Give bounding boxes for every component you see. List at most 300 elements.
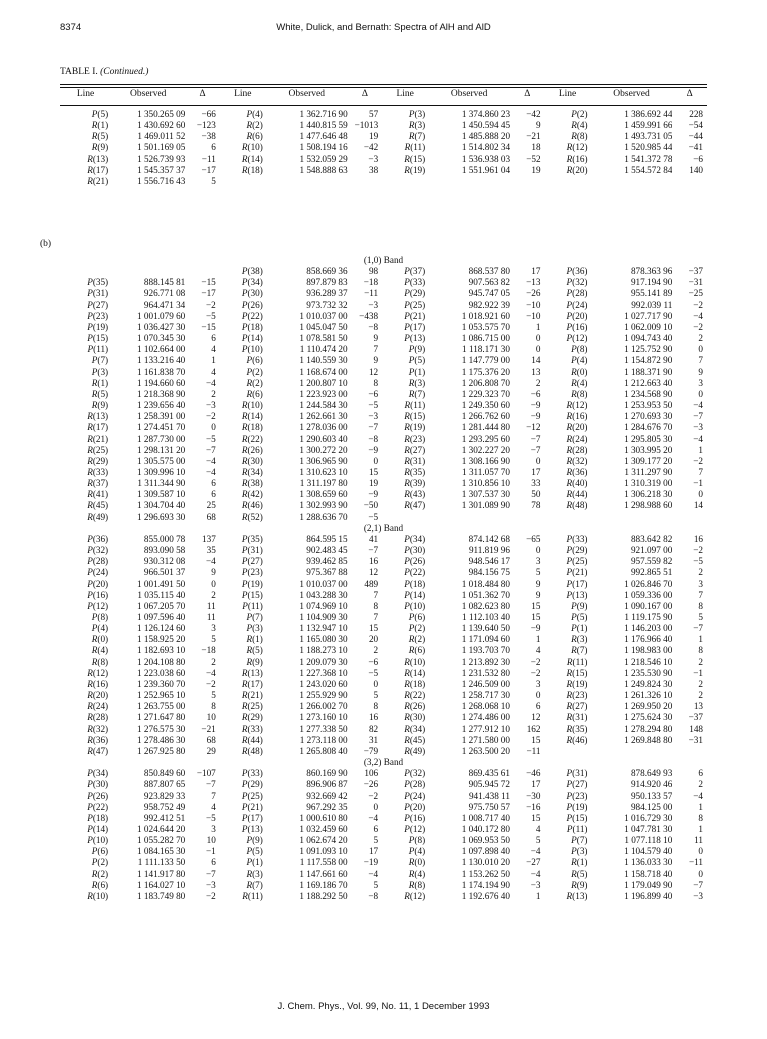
column-header: Line: [396, 89, 414, 99]
delta-value: [510, 512, 545, 523]
delta-value: −7: [530, 444, 541, 455]
observed-value: 1 176.966 40: [624, 634, 673, 645]
line-label: P(3): [408, 109, 426, 119]
line-label: P(32): [87, 545, 109, 556]
line-label: R(21): [241, 690, 263, 701]
delta-value: 140: [689, 164, 703, 175]
observed-value: 1 086.715 00: [461, 333, 510, 344]
observed-value: 1 165.080 30: [299, 634, 348, 645]
observed-value: 1 000.610 80: [299, 812, 348, 823]
delta-value: 6: [211, 857, 216, 868]
observed-value: 1 119.175 90: [624, 612, 673, 622]
delta-value: 9: [211, 567, 216, 578]
delta-value: 98: [368, 266, 379, 277]
line-label: R(31): [566, 712, 588, 723]
observed-value: 1 350.265 09: [137, 109, 186, 119]
observed-value: 1 010.037 00: [299, 310, 348, 321]
column-header-row: [60, 89, 707, 100]
delta-value: 13: [531, 366, 541, 377]
line-label: P(30): [404, 545, 426, 556]
table-row: [60, 701, 707, 712]
line-label: R(31): [404, 455, 426, 466]
delta-value: [185, 266, 220, 277]
observed-value: 957.559 82: [630, 556, 673, 567]
table-row: [60, 512, 707, 523]
delta-value: 1: [535, 634, 541, 645]
delta-value: 3: [535, 678, 541, 689]
delta-value: −2: [530, 656, 541, 667]
line-label: R(11): [404, 142, 426, 153]
line-label: R(32): [566, 455, 588, 466]
observed-value: 1 213.892 30: [461, 656, 510, 667]
line-label: R(25): [87, 444, 109, 455]
delta-value: 0: [535, 344, 541, 355]
observed-value: 984.125 00: [630, 801, 673, 812]
observed-value: 1 362.716 90: [299, 109, 348, 119]
line-label: R(5): [91, 131, 109, 142]
delta-value: −27: [526, 857, 541, 868]
delta-value: 9: [535, 578, 541, 589]
observed-value: 1 067.205 70: [137, 600, 186, 611]
observed-value: 1 526.739 93: [137, 153, 186, 164]
delta-value: −2: [693, 545, 703, 556]
observed-value: 1 111.133 50: [137, 857, 186, 868]
line-label: P(26): [404, 556, 426, 567]
line-label: P(4): [246, 109, 263, 119]
delta-value: −3: [206, 879, 216, 890]
line-label: R(46): [566, 734, 588, 745]
line-label: R(1): [91, 120, 109, 131]
observed-value: 1 040.172 80: [461, 823, 510, 834]
observed-value: 1 239.360 70: [137, 678, 186, 689]
delta-value: −10: [526, 299, 541, 310]
observed-value: 1 234.568 90: [624, 388, 673, 399]
running-header: [60, 22, 707, 36]
observed-value: 926.771 08: [143, 288, 186, 299]
delta-value: 15: [531, 734, 541, 745]
band-title-row: [60, 255, 707, 266]
line-label: R(12): [404, 890, 426, 901]
delta-value: 148: [689, 723, 703, 734]
line-label: R(2): [91, 868, 109, 879]
delta-value: 11: [694, 835, 703, 846]
line-label: P(13): [566, 589, 588, 600]
delta-value: −42: [363, 142, 379, 153]
delta-value: 17: [531, 466, 541, 477]
table-row: [60, 846, 707, 857]
column-header: Δ: [199, 89, 206, 99]
observed-value: 1 094.743 40: [624, 333, 673, 344]
observed-value: 1 198.983 00: [624, 645, 673, 656]
observed-value: 1 168.674 00: [299, 366, 348, 377]
delta-value: −7: [368, 545, 379, 556]
observed-value: 1 274.451 70: [137, 422, 186, 433]
delta-value: 2: [698, 656, 703, 667]
line-label: P(34): [241, 277, 263, 288]
delta-value: 0: [698, 344, 703, 355]
line-label: [60, 266, 111, 277]
delta-value: 12: [368, 567, 379, 578]
observed-value: 1 051.362 70: [461, 589, 510, 600]
line-label: P(13): [241, 823, 263, 834]
line-label: P(34): [87, 768, 109, 779]
line-label: P(24): [404, 790, 426, 801]
delta-value: −21: [201, 723, 216, 734]
observed-value: 955.141 89: [630, 288, 673, 299]
observed-value: 1 440.815 59: [299, 120, 348, 131]
line-label: R(22): [241, 433, 263, 444]
observed-value: 1 192.676 40: [461, 890, 510, 901]
line-label: R(4): [571, 377, 588, 388]
delta-value: 11: [206, 600, 216, 611]
line-label: P(31): [87, 288, 109, 299]
line-label: P(16): [87, 589, 109, 600]
line-label: R(5): [91, 388, 109, 399]
observed-value: 1 304.704 40: [137, 500, 186, 511]
delta-value: 5: [211, 175, 216, 186]
line-label: R(37): [87, 478, 109, 489]
line-label: R(27): [566, 701, 588, 712]
observed-value: 1 097.596 40: [137, 612, 186, 622]
delta-value: −38: [201, 131, 216, 142]
line-label: R(4): [91, 645, 109, 656]
delta-value: −19: [363, 857, 379, 868]
line-label: P(9): [571, 600, 588, 611]
line-label: R(0): [91, 634, 109, 645]
observed-value: 1 277.338 50: [299, 723, 348, 734]
delta-value: −7: [206, 868, 216, 879]
delta-value: 11: [206, 612, 216, 622]
observed-value: 923.829 33: [143, 790, 186, 801]
line-label: R(26): [404, 701, 426, 712]
column-header: Observed: [450, 89, 488, 99]
observed-value: 1 276.575 30: [137, 723, 186, 734]
observed-value: 964.471 34: [143, 299, 186, 310]
delta-value: 4: [211, 801, 216, 812]
delta-value: −30: [526, 790, 541, 801]
delta-value: 16: [368, 712, 379, 723]
delta-value: 14: [693, 500, 703, 511]
observed-value: 1 027.717 90: [624, 310, 673, 321]
delta-value: 5: [373, 879, 379, 890]
line-label: R(36): [566, 466, 588, 477]
observed-value: 939.462 85: [306, 556, 348, 567]
observed-value: 1 193.703 70: [461, 645, 510, 656]
line-label: P(6): [91, 846, 109, 857]
line-label: R(9): [91, 400, 109, 411]
line-label: P(3): [571, 846, 588, 857]
delta-value: 57: [369, 109, 379, 119]
line-label: P(20): [566, 310, 588, 321]
line-label: P(26): [87, 790, 109, 801]
observed-value: 1 271.647 80: [137, 712, 186, 723]
observed-value: 1 235.530 90: [624, 667, 673, 678]
line-label: R(20): [566, 422, 588, 433]
observed-value: 1 508.194 16: [299, 142, 348, 153]
observed-value: 1 261.326 10: [624, 690, 673, 701]
delta-value: 1: [535, 890, 541, 901]
line-label: P(33): [404, 277, 426, 288]
line-label: P(27): [87, 299, 109, 310]
delta-value: −6: [368, 388, 379, 399]
table-row: [60, 679, 707, 690]
observed-value: 941.438 11: [468, 790, 510, 801]
observed-value: 907.563 82: [468, 277, 510, 288]
observed-value: 1 288.636 70: [299, 511, 348, 522]
delta-value: 19: [531, 164, 541, 175]
delta-value: 41: [368, 533, 379, 544]
line-label: R(13): [241, 667, 263, 678]
line-label: P(1): [571, 623, 588, 634]
delta-value: 15: [368, 623, 379, 634]
line-label: P(22): [87, 801, 109, 812]
observed-value: 930.312 08: [143, 556, 186, 567]
observed-value: 1 141.917 80: [137, 868, 186, 879]
delta-value: −4: [693, 310, 703, 321]
line-label: P(5): [91, 109, 109, 119]
line-label: P(18): [87, 812, 109, 823]
line-label: R(21): [87, 433, 109, 444]
table-row: [60, 768, 707, 779]
line-label: R(45): [87, 500, 109, 511]
line-label: P(29): [241, 779, 263, 790]
column-header: Observed: [288, 89, 325, 99]
observed-value: 1 223.038 60: [137, 667, 186, 678]
line-label: P(9): [408, 344, 426, 355]
observed-value: [266, 176, 348, 187]
observed-value: 1 295.805 30: [624, 433, 673, 444]
delta-value: 8: [698, 645, 703, 656]
delta-value: 20: [368, 634, 379, 645]
observed-value: 1 298.988 60: [624, 500, 673, 511]
delta-value: 17: [531, 779, 541, 790]
observed-value: 1 266.762 60: [461, 411, 510, 422]
delta-value: 162: [526, 723, 541, 734]
delta-value: −2: [693, 455, 703, 466]
delta-value: 8: [373, 377, 379, 388]
delta-value: −4: [206, 377, 216, 388]
line-label: R(5): [246, 645, 263, 656]
delta-value: −54: [688, 120, 703, 131]
delta-value: −41: [688, 142, 703, 153]
column-header: Δ: [524, 89, 531, 99]
delta-value: 7: [373, 612, 379, 622]
line-label: R(16): [566, 153, 588, 164]
delta-value: −26: [363, 779, 379, 790]
delta-value: −46: [526, 768, 541, 779]
line-label: R(34): [404, 723, 426, 734]
table-row: [60, 131, 707, 142]
observed-value: 1 532.059 29: [299, 153, 348, 164]
observed-value: [590, 746, 672, 757]
line-label: P(12): [404, 823, 426, 834]
delta-value: 0: [211, 422, 216, 433]
observed-value: [111, 266, 185, 277]
delta-value: 3: [535, 556, 541, 567]
observed-value: 878.649 93: [630, 768, 673, 779]
delta-value: −25: [688, 288, 703, 299]
observed-value: 1 194.660 60: [137, 377, 186, 388]
line-label: P(7): [571, 835, 588, 846]
line-label: R(1): [246, 634, 263, 645]
observed-value: 1 244.584 30: [299, 400, 348, 411]
delta-value: 0: [535, 333, 541, 344]
line-label: R(24): [566, 433, 588, 444]
observed-value: 1 045.047 50: [299, 321, 348, 332]
observed-value: 897.879 83: [306, 277, 348, 288]
delta-value: −1: [206, 846, 216, 857]
observed-value: 1 212.663 40: [624, 377, 673, 388]
delta-value: −6: [368, 656, 379, 667]
delta-value: 7: [373, 344, 379, 355]
observed-value: 1 136.033 30: [624, 857, 673, 868]
line-label: P(29): [404, 288, 426, 299]
observed-value: 1 053.575 70: [461, 321, 510, 332]
line-label: P(28): [566, 288, 588, 299]
observed-value: 1 188.273 10: [299, 645, 348, 656]
line-label: P(36): [566, 266, 588, 277]
line-label: R(47): [404, 500, 426, 511]
line-label: P(22): [241, 310, 263, 321]
line-label: R(8): [571, 131, 588, 142]
observed-value: 1 179.049 90: [624, 879, 673, 890]
observed-value: 1 296.693 30: [137, 511, 186, 522]
observed-value: 1 554.572 84: [624, 164, 673, 175]
delta-value: 8: [698, 812, 703, 823]
delta-value: −4: [206, 667, 216, 678]
line-label: R(0): [571, 366, 588, 377]
line-label: R(6): [408, 645, 426, 656]
observed-value: 1 493.731 05: [624, 131, 673, 142]
column-header: Observed: [130, 89, 167, 99]
delta-value: 5: [373, 690, 379, 701]
line-label: R(30): [404, 712, 426, 723]
observed-value: 1 229.323 70: [461, 388, 510, 399]
observed-value: 1 303.995 20: [624, 444, 673, 455]
observed-value: 860.169 90: [306, 768, 348, 779]
observed-value: 1 188.371 90: [624, 366, 673, 377]
delta-value: 0: [535, 690, 541, 701]
delta-value: 3: [211, 823, 216, 834]
observed-value: 1 024.644 20: [137, 823, 186, 834]
observed-value: 1 147.661 60: [299, 868, 348, 879]
observed-value: 1 263.500 20: [461, 745, 510, 756]
observed-value: 914.920 46: [630, 779, 673, 790]
line-label: R(14): [241, 153, 263, 164]
observed-value: 1 469.011 52: [137, 131, 186, 142]
line-label: R(29): [87, 455, 109, 466]
observed-value: [428, 512, 510, 523]
observed-value: 1 269.950 20: [624, 701, 673, 712]
delta-value: −8: [368, 433, 379, 444]
observed-value: 858.669 36: [306, 266, 348, 277]
observed-value: 1 110.474 20: [299, 344, 348, 355]
line-label: R(21): [87, 175, 109, 186]
observed-value: 1 258.717 30: [461, 690, 510, 701]
delta-value: 3: [698, 377, 703, 388]
observed-value: 1 188.292 50: [299, 890, 348, 901]
delta-value: −21: [526, 131, 541, 142]
table-row: [60, 489, 707, 500]
delta-value: 10: [206, 712, 216, 723]
observed-value: 1 311.197 80: [299, 478, 348, 489]
observed-value: 1 008.717 40: [461, 812, 510, 823]
line-label: P(30): [87, 779, 109, 790]
delta-value: −4: [206, 466, 216, 477]
delta-value: −2: [206, 411, 216, 422]
observed-value: 864.595 15: [306, 533, 348, 544]
observed-value: 1 308.659 60: [299, 489, 348, 500]
line-label: P(25): [241, 790, 263, 801]
delta-value: 1: [211, 355, 216, 366]
line-label: R(7): [408, 388, 426, 399]
line-label: P(35): [241, 533, 263, 544]
delta-value: 9: [535, 589, 541, 600]
observed-value: 1 171.094 60: [461, 634, 510, 645]
delta-value: −3: [368, 153, 379, 164]
delta-value: 35: [206, 545, 216, 556]
observed-value: 1 311.297 90: [624, 466, 673, 477]
delta-value: −8: [368, 890, 379, 901]
delta-value: −11: [364, 288, 379, 299]
table-row: [60, 367, 707, 378]
delta-value: 16: [693, 533, 703, 544]
delta-value: −18: [201, 645, 216, 656]
delta-value: [672, 512, 707, 523]
line-label: R(10): [241, 142, 263, 153]
delta-value: −10: [526, 310, 541, 321]
observed-value: 1 281.444 80: [461, 422, 510, 433]
table-row: [60, 333, 707, 344]
observed-value: 1 102.664 00: [137, 344, 186, 355]
observed-value: 1 302.993 90: [299, 500, 348, 511]
observed-value: 1 386.692 44: [624, 109, 673, 119]
observed-value: 1 164.027 10: [137, 879, 186, 890]
table-row: [60, 311, 707, 322]
delta-value: 31: [368, 734, 379, 745]
line-label: P(2): [408, 623, 426, 634]
delta-value: −7: [693, 879, 703, 890]
delta-value: 12: [368, 366, 379, 377]
delta-value: −11: [526, 745, 541, 756]
delta-value: −5: [206, 812, 216, 823]
line-label: P(8): [408, 835, 426, 846]
observed-value: 1 117.558 00: [299, 857, 348, 868]
delta-value: −123: [196, 120, 216, 131]
line-label: P(28): [87, 556, 109, 567]
line-label: R(18): [404, 678, 426, 689]
line-label: R(17): [87, 422, 109, 433]
observed-value: 1 430.692 60: [137, 120, 186, 131]
observed-value: 1 036.427 30: [137, 321, 186, 332]
line-label: P(16): [566, 321, 588, 332]
delta-value: 15: [368, 466, 379, 477]
delta-value: 7: [698, 466, 703, 477]
delta-value: −17: [201, 288, 216, 299]
delta-value: −12: [526, 422, 541, 433]
delta-value: −79: [363, 745, 379, 756]
observed-value: 1 450.594 45: [461, 120, 511, 131]
observed-value: 1 200.807 10: [299, 377, 348, 388]
observed-value: 902.483 45: [306, 545, 348, 556]
observed-value: 1 307.537 30: [461, 489, 510, 500]
delta-value: −37: [688, 712, 703, 723]
table-row: [60, 344, 707, 355]
delta-value: 6: [211, 489, 216, 500]
line-label: R(9): [91, 142, 109, 153]
delta-value: [510, 176, 545, 187]
line-label: R(26): [241, 444, 263, 455]
